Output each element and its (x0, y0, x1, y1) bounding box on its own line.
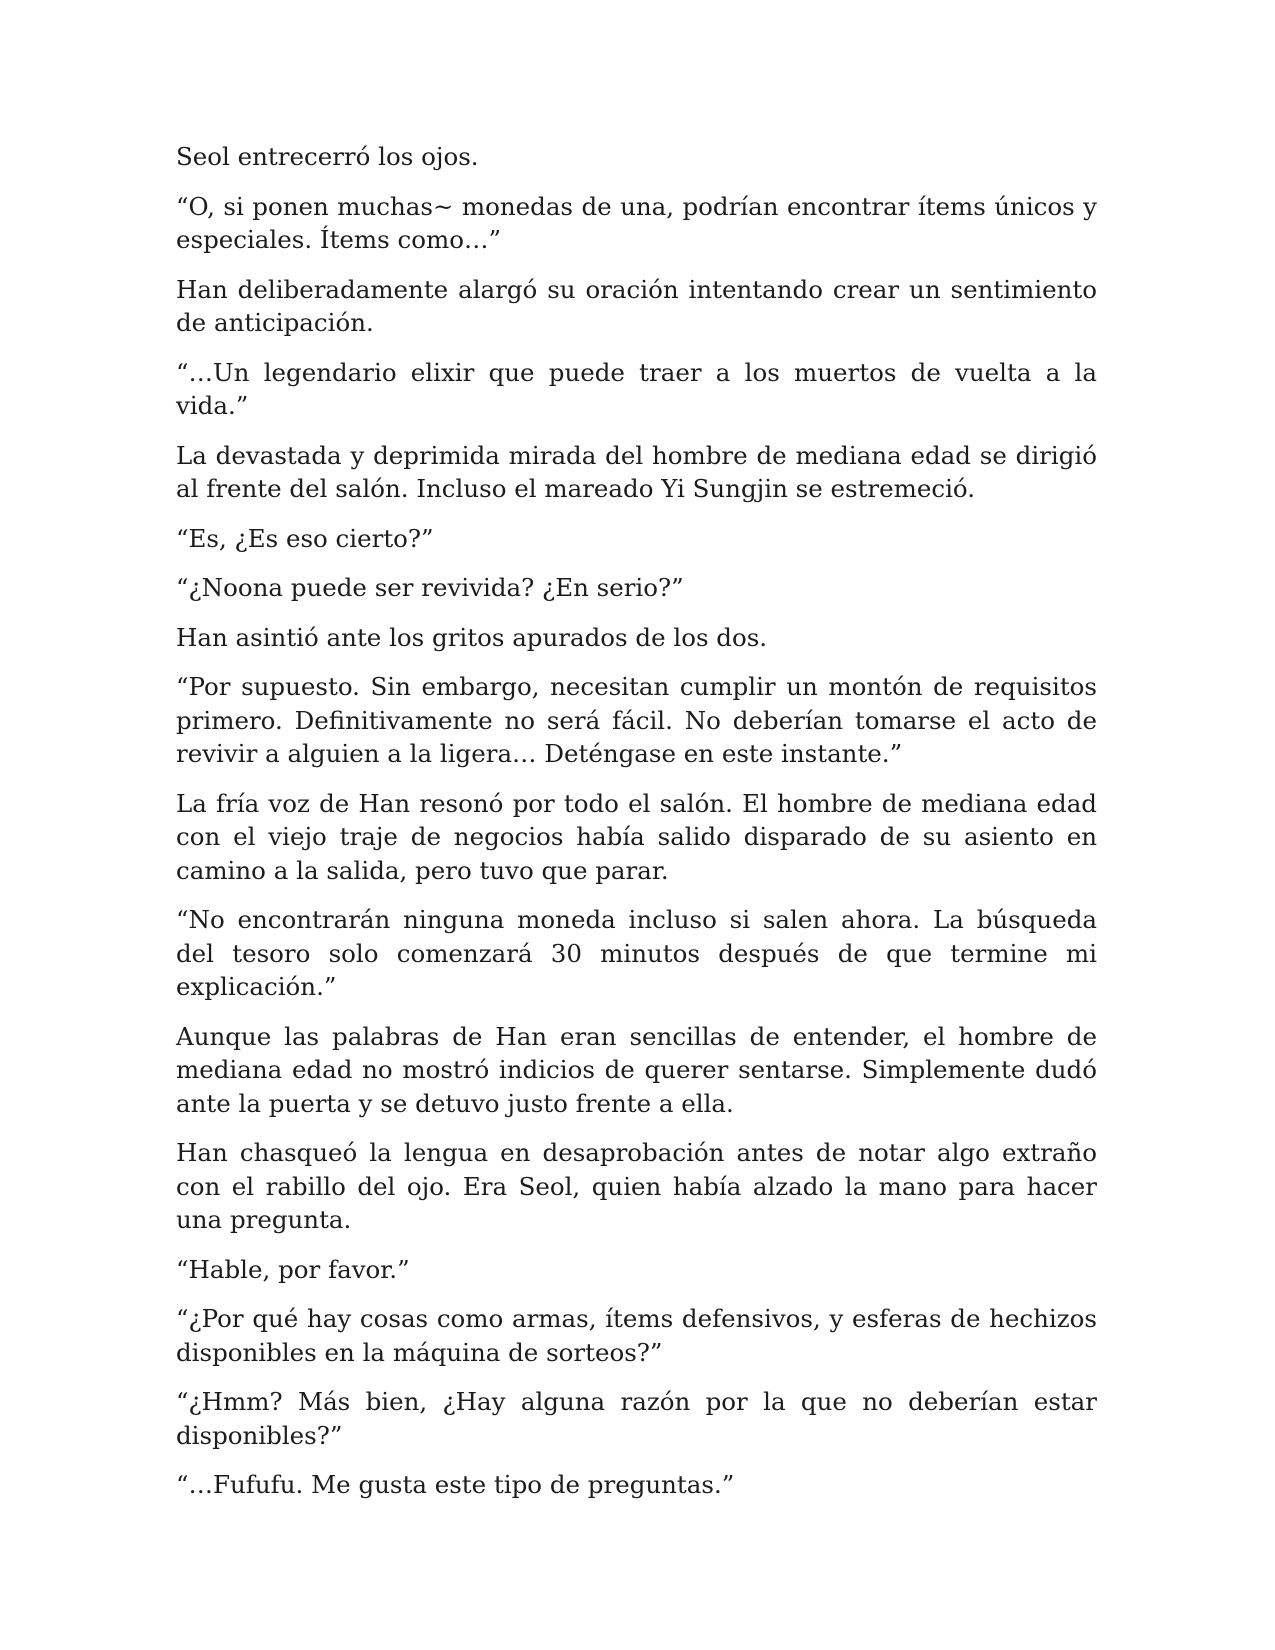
paragraph-13: Han chasqueó la lengua en desaprobación antes de notar algo extraño con el rabillo del ojo. Era Seol, quien había alzado la mano para hacer una pregunta. (176, 1138, 1097, 1234)
paragraph-11: “No encontrarán ninguna moneda incluso si salen ahora. La búsqueda del tesoro solo comenzará 30 minutos después de que termine mi explicación.” (176, 905, 1097, 1001)
paragraph-1: Seol entrecerró los ojos. (176, 142, 479, 171)
paragraph-6: “Es, ¿Es eso cierto?” (176, 523, 434, 553)
paragraph-12: Aunque las palabras de Han eran sencillas de entender, el hombre de mediana edad no mostró indicios de querer sentarse. Simplemente dudó ante la puerta y se detuvo justo frente a ella. (176, 1021, 1097, 1118)
paragraph-7: “¿Noona puede ser revivida? ¿En serio?” (176, 573, 684, 602)
paragraph-17: “…Fufufu. Me gusta este tipo de preguntas.” (176, 1470, 735, 1499)
paragraph-4: “…Un legendario elixir que puede traer a los muertos de vuelta a la vida.” (176, 357, 1097, 420)
paragraph-9: “Por supuesto. Sin embargo, necesitan cumplir un montón de requisitos primero. Definitivamente no será fácil. No deberían tomarse el acto de revivir a alguien a la ligera… Deténgase en este instante.” (176, 672, 1097, 768)
document-body (176, 140, 1097, 1518)
paragraph-2: “O, si ponen muchas~ monedas de una, podrían encontrar ítems únicos y especiales. Ítems como…” (176, 191, 1097, 254)
paragraph-16: “¿Hmm? Más bien, ¿Hay alguna razón por la que no deberían estar disponibles?” (176, 1387, 1097, 1450)
paragraph-8: Han asintió ante los gritos apurados de los dos. (176, 622, 768, 652)
paragraph-15: “¿Por qué hay cosas como armas, ítems defensivos, y esferas de hechizos disponibles en la máquina de sorteos?” (176, 1304, 1097, 1367)
paragraph-3: Han deliberadamente alargó su oración intentando crear un sentimiento de anticipación. (176, 274, 1097, 337)
paragraph-14: “Hable, por favor.” (176, 1254, 410, 1284)
paragraph-5: La devastada y deprimida mirada del hombre de mediana edad se dirigió al frente del salón. Incluso el mareado Yi Sungjin se estremeció. (176, 440, 1097, 503)
paragraph-10: La fría voz de Han resonó por todo el salón. El hombre de mediana edad con el viejo traje de negocios había salido disparado de su asiento en camino a la salida, pero tuvo que parar. (176, 788, 1097, 885)
